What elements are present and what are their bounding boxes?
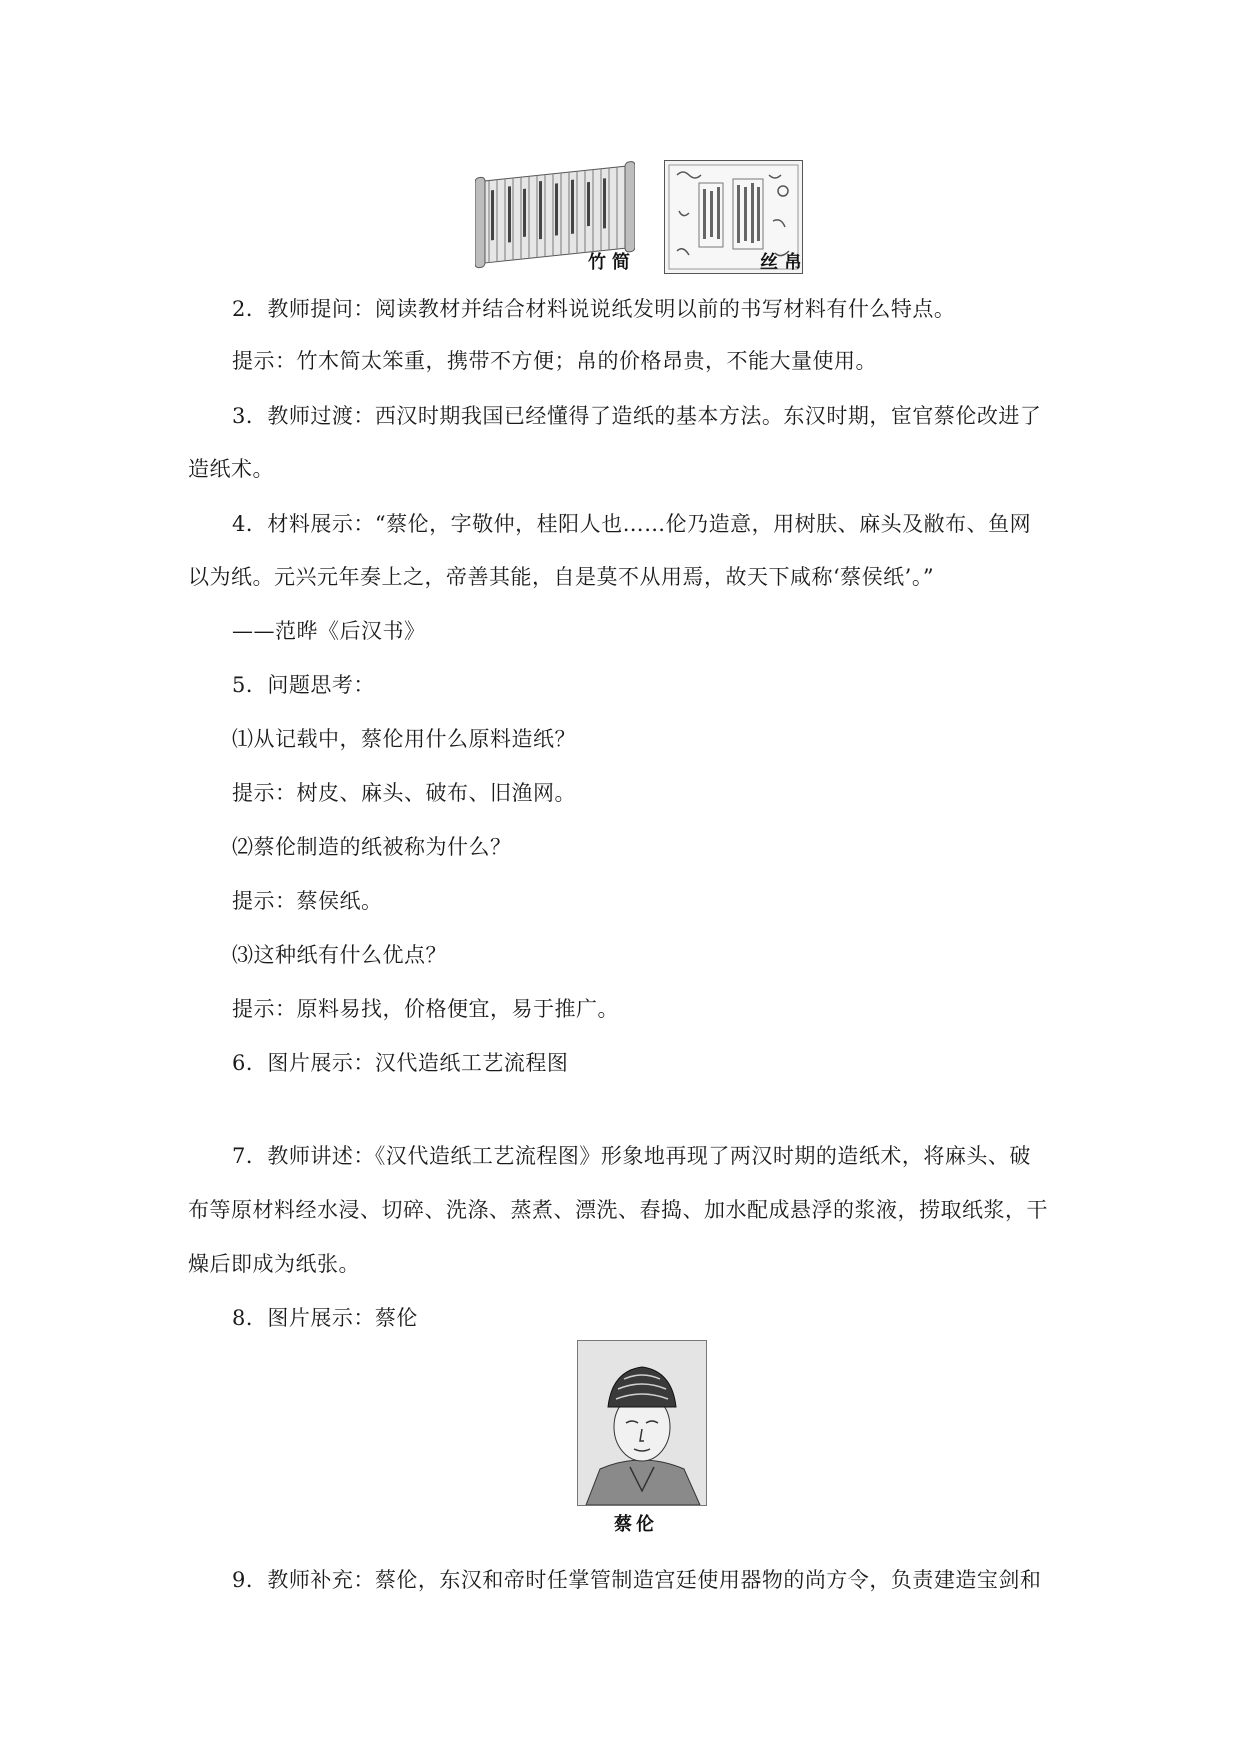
paragraph-7-line-2: 布等原材料经水浸、切碎、洗涤、蒸煮、漂洗、舂捣、加水配成悬浮的浆液，捞取纸浆，干 bbox=[188, 1198, 1048, 1222]
paragraph-6: 6．图片展示：汉代造纸工艺流程图 bbox=[232, 1051, 569, 1075]
answer-3: 提示：原料易找，价格便宜，易于推广。 bbox=[232, 997, 619, 1021]
paragraph-3-line-1: 3．教师过渡：西汉时期我国已经懂得了造纸的基本方法。东汉时期，宦官蔡伦改进了 bbox=[232, 404, 1042, 428]
answer-1: 提示：树皮、麻头、破布、旧渔网。 bbox=[232, 781, 576, 805]
hint-2: 提示：竹木简太笨重，携带不方便；帛的价格昂贵，不能大量使用。 bbox=[232, 349, 877, 373]
paragraph-3-line-2: 造纸术。 bbox=[188, 457, 274, 481]
question-3: ⑶这种纸有什么优点？ bbox=[232, 943, 447, 967]
question-1: ⑴从记载中，蔡伦用什么原料造纸？ bbox=[232, 727, 576, 751]
paragraph-7-line-3: 燥后即成为纸张。 bbox=[188, 1252, 360, 1276]
paragraph-7-line-1: 7．教师讲述：《汉代造纸工艺流程图》形象地再现了两汉时期的造纸术，将麻头、破 bbox=[232, 1144, 1031, 1168]
paragraph-4-line-1: 4．材料展示：“蔡伦，字敬仲，桂阳人也……伦乃造意，用树肤、麻头及敝布、鱼网 bbox=[232, 512, 1032, 536]
paragraph-2: 2．教师提问：阅读教材并结合材料说说纸发明以前的书写材料有什么特点。 bbox=[232, 297, 956, 321]
cai-lun-portrait bbox=[577, 1340, 707, 1506]
cai-lun-drawing bbox=[578, 1341, 706, 1505]
answer-2: 提示：蔡侯纸。 bbox=[232, 889, 383, 913]
paragraph-4-line-2: 以为纸。元兴元年奏上之，帝善其能，自是莫不从用焉，故天下咸称‘蔡侯纸’。” bbox=[188, 565, 935, 589]
question-2: ⑵蔡伦制造的纸被称为什么？ bbox=[232, 835, 512, 859]
citation: ——范晔《后汉书》 bbox=[232, 619, 426, 643]
cai-lun-caption: 蔡伦 bbox=[614, 1514, 658, 1535]
silk-caption: 丝帛 bbox=[760, 252, 808, 273]
paragraph-5: 5．问题思考： bbox=[232, 673, 375, 697]
paragraph-9: 9．教师补充：蔡伦，东汉和帝时任掌管制造宫廷使用器物的尚方令，负责建造宝剑和 bbox=[232, 1568, 1042, 1592]
bamboo-slips-caption: 竹简 bbox=[588, 252, 636, 273]
paragraph-8: 8．图片展示：蔡伦 bbox=[232, 1306, 418, 1330]
